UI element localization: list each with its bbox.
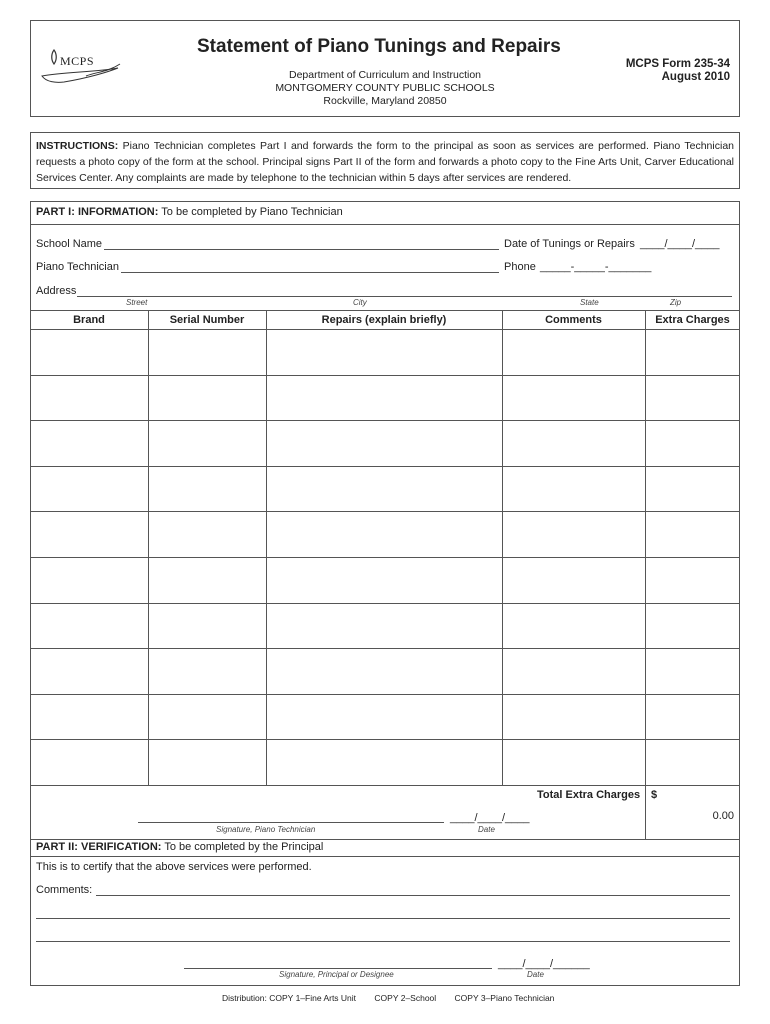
table-cell[interactable] — [267, 376, 501, 420]
table-cell[interactable] — [267, 421, 501, 465]
mcps-logo — [38, 42, 128, 92]
address-zip-label: Zip — [670, 298, 682, 307]
address-field[interactable] — [79, 283, 729, 297]
table-cell[interactable] — [646, 649, 739, 693]
table-cell[interactable] — [267, 604, 501, 648]
table-cell[interactable] — [646, 512, 739, 556]
technician-sig-date-field[interactable]: ____/____/____ — [450, 812, 530, 824]
table-cell[interactable] — [149, 376, 265, 420]
table-row-line — [30, 785, 740, 786]
table-cell[interactable] — [31, 330, 147, 374]
table-cell[interactable] — [267, 330, 501, 374]
table-cell[interactable] — [646, 376, 739, 420]
date-field[interactable]: ____/____/____ — [640, 238, 720, 250]
distribution-label: Distribution: — [222, 993, 267, 1003]
page-title: Statement of Piano Tunings and Repairs — [197, 36, 561, 57]
table-cell[interactable] — [646, 604, 739, 648]
table-cell[interactable] — [267, 467, 501, 511]
technician-signature-line — [138, 822, 444, 823]
instructions-body: Piano Technician completes Part I and forwards the form to the principal as soon as services are performed. Piano Technician requests a photo copy of the form at the school. Principal signs Part II of the form and forwards a photo copy to the Fine Arts Unit, Carver Educational Services Center. Any complaints are made by telephone to the technician within 5 days after services are rendered. — [36, 140, 734, 184]
part2-subtitle: To be completed by the Principal — [164, 841, 324, 853]
table-cell[interactable] — [149, 604, 265, 648]
table-cell[interactable] — [267, 649, 501, 693]
table-cell[interactable] — [31, 558, 147, 602]
distribution-footer — [222, 993, 554, 1003]
comments-label: Comments: — [36, 884, 93, 896]
col-header-extra-charges: Extra Charges — [655, 314, 730, 326]
table-cell[interactable] — [646, 330, 739, 374]
table-cell[interactable] — [267, 512, 501, 556]
principal-signature-line — [184, 968, 492, 969]
part1-subtitle: To be completed by Piano Technician — [161, 206, 343, 218]
total-extra-charges-value[interactable]: 0.00 — [712, 810, 734, 822]
table-cell[interactable] — [646, 695, 739, 739]
col-header-serial: Serial Number — [169, 314, 245, 326]
instructions-text — [36, 138, 734, 186]
part1-heading — [36, 206, 343, 218]
table-cell[interactable] — [149, 467, 265, 511]
table-cell[interactable] — [503, 649, 644, 693]
table-cell[interactable] — [31, 649, 147, 693]
table-cell[interactable] — [149, 649, 265, 693]
part2-divider — [30, 856, 740, 857]
col-header-comments: Comments — [545, 314, 602, 326]
form-date: August 2010 — [661, 71, 730, 83]
dept-line-2: MONTGOMERY COUNTY PUBLIC SCHOOLS — [275, 82, 495, 94]
principal-sig-date-label: Date — [527, 970, 544, 979]
table-cell[interactable] — [503, 740, 644, 784]
table-cell[interactable] — [31, 740, 147, 784]
form-number: MCPS Form 235-34 — [625, 58, 730, 70]
technician-signature-label: Signature, Piano Technician — [216, 825, 316, 834]
table-cell[interactable] — [503, 604, 644, 648]
address-city-label: City — [353, 298, 367, 307]
table-cell[interactable] — [149, 558, 265, 602]
school-name-field[interactable] — [106, 236, 496, 250]
table-cell[interactable] — [646, 421, 739, 465]
phone-field[interactable]: _____-_____-_______ — [540, 261, 652, 273]
total-currency: $ — [651, 789, 658, 801]
table-cell[interactable] — [149, 695, 265, 739]
technician-field[interactable] — [123, 259, 496, 273]
part1-title: PART I: INFORMATION: — [36, 206, 159, 218]
distribution-copy-1: COPY 1–Fine Arts Unit — [269, 993, 357, 1003]
instructions-label: INSTRUCTIONS: — [36, 140, 119, 152]
table-cell[interactable] — [503, 467, 644, 511]
phone-label: Phone — [504, 261, 536, 273]
col-header-repairs: Repairs (explain briefly) — [321, 314, 447, 326]
table-cell[interactable] — [646, 467, 739, 511]
part1-divider — [30, 224, 740, 225]
technician-sig-date-label: Date — [478, 825, 495, 834]
school-name-label: School Name — [36, 238, 103, 250]
table-cell[interactable] — [646, 558, 739, 602]
table-cell[interactable] — [503, 558, 644, 602]
principal-sig-date-field[interactable]: ____/____/______ — [498, 958, 590, 970]
logo-text: MCPS — [60, 54, 95, 68]
part2-title: PART II: VERIFICATION: — [36, 841, 162, 853]
part2-top-line — [30, 839, 740, 840]
table-cell[interactable] — [31, 376, 147, 420]
table-cell[interactable] — [503, 376, 644, 420]
distribution-copy-3: COPY 3–Piano Technician — [454, 993, 555, 1003]
table-cell[interactable] — [31, 421, 147, 465]
table-cell[interactable] — [31, 695, 147, 739]
table-cell[interactable] — [267, 695, 501, 739]
principal-signature-label: Signature, Principal or Designee — [279, 970, 394, 979]
table-cell[interactable] — [149, 512, 265, 556]
distribution-copy-2: COPY 2–School — [374, 993, 437, 1003]
certify-text: This is to certify that the above services were performed. — [36, 861, 312, 873]
date-label: Date of Tunings or Repairs — [504, 238, 635, 250]
total-extra-charges-label: Total Extra Charges — [537, 789, 641, 801]
table-cell[interactable] — [149, 330, 265, 374]
table-cell[interactable] — [503, 330, 644, 374]
table-cell[interactable] — [267, 740, 501, 784]
table-cell[interactable] — [503, 421, 644, 465]
comments-field-1[interactable] — [98, 882, 728, 896]
comments-field-3[interactable] — [38, 928, 728, 942]
dept-line-3: Rockville, Maryland 20850 — [323, 95, 447, 107]
address-label: Address — [36, 285, 77, 297]
col-header-brand: Brand — [73, 314, 105, 326]
table-cell[interactable] — [149, 421, 265, 465]
address-street-label: Street — [126, 298, 148, 307]
table-cell[interactable] — [31, 512, 147, 556]
comments-field-2[interactable] — [38, 905, 728, 919]
address-state-label: State — [580, 298, 599, 307]
table-cell[interactable] — [646, 740, 739, 784]
table-cell[interactable] — [31, 467, 147, 511]
technician-label: Piano Technician — [36, 261, 119, 273]
table-cell[interactable] — [503, 512, 644, 556]
table-cell[interactable] — [149, 740, 265, 784]
table-cell[interactable] — [31, 604, 147, 648]
table-cell[interactable] — [503, 695, 644, 739]
dept-line-1: Department of Curriculum and Instruction — [289, 69, 481, 81]
table-top-line — [30, 310, 740, 311]
part2-heading — [36, 841, 323, 853]
table-cell[interactable] — [267, 558, 501, 602]
